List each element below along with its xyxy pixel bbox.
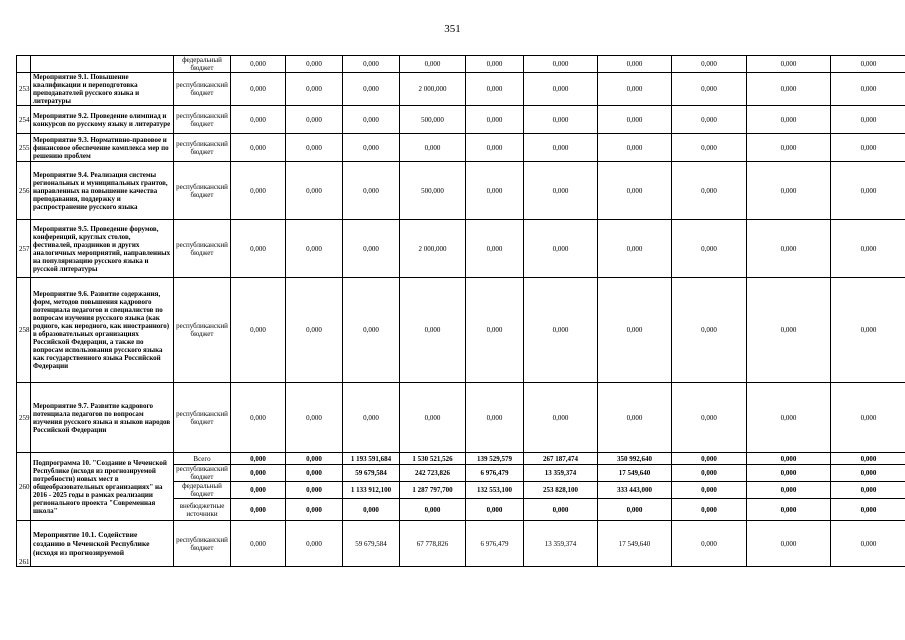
value-cell: 0,000 (231, 521, 286, 567)
row-name: Мероприятие 9.1. Повышение квалификации и переподготовка преподавателей русского языка и литературы (31, 73, 174, 106)
value-cell: 0,000 (747, 499, 831, 521)
value-cell: 6 976,479 (466, 521, 524, 567)
value-cell: 0,000 (400, 383, 466, 453)
value-cell: 0,000 (400, 499, 466, 521)
value-cell: 0,000 (831, 220, 905, 278)
source-cell: Всего (174, 453, 231, 465)
value-cell: 0,000 (747, 453, 831, 465)
value-cell: 0,000 (672, 453, 747, 465)
value-cell: 0,000 (747, 220, 831, 278)
value-cell: 0,000 (286, 56, 343, 73)
value-cell: 0,000 (231, 383, 286, 453)
value-cell: 0,000 (672, 162, 747, 220)
source-cell: республиканский бюджет (174, 162, 231, 220)
value-cell: 0,000 (831, 521, 905, 567)
value-cell: 0,000 (747, 73, 831, 106)
value-cell: 59 679,584 (343, 465, 400, 482)
value-cell: 0,000 (598, 134, 672, 162)
value-cell: 0,000 (747, 465, 831, 482)
value-cell: 0,000 (831, 383, 905, 453)
value-cell: 0,000 (747, 278, 831, 383)
value-cell: 0,000 (286, 453, 343, 465)
source-cell: республиканский бюджет (174, 278, 231, 383)
value-cell: 0,000 (598, 220, 672, 278)
value-cell: 0,000 (524, 278, 598, 383)
row-index: 256 (17, 162, 31, 220)
value-cell: 0,000 (672, 465, 747, 482)
row-index: 254 (17, 106, 31, 134)
source-cell: республиканский бюджет (174, 73, 231, 106)
value-cell: 0,000 (466, 278, 524, 383)
value-cell: 253 828,100 (524, 482, 598, 499)
value-cell: 0,000 (747, 521, 831, 567)
value-cell: 0,000 (343, 220, 400, 278)
value-cell: 1 287 797,700 (400, 482, 466, 499)
value-cell: 0,000 (231, 162, 286, 220)
value-cell: 0,000 (524, 162, 598, 220)
value-cell: 0,000 (672, 73, 747, 106)
row-index: 253 (17, 73, 31, 106)
value-cell: 0,000 (286, 499, 343, 521)
value-cell: 0,000 (831, 465, 905, 482)
table-row (17, 383, 905, 453)
value-cell: 0,000 (747, 134, 831, 162)
value-cell: 6 976,479 (466, 465, 524, 482)
row-index: 258 (17, 278, 31, 383)
value-cell: 0,000 (231, 278, 286, 383)
value-cell: 0,000 (672, 278, 747, 383)
value-cell: 0,000 (672, 482, 747, 499)
value-cell: 13 359,374 (524, 521, 598, 567)
value-cell: 0,000 (524, 499, 598, 521)
value-cell: 0,000 (524, 56, 598, 73)
value-cell: 67 778,826 (400, 521, 466, 567)
source-cell: республиканский бюджет (174, 220, 231, 278)
value-cell: 0,000 (831, 453, 905, 465)
row-index (17, 56, 31, 73)
value-cell: 0,000 (598, 162, 672, 220)
row-index: 260 (17, 453, 31, 521)
value-cell: 0,000 (598, 73, 672, 106)
table-row (17, 56, 905, 73)
value-cell: 0,000 (598, 278, 672, 383)
value-cell: 0,000 (598, 499, 672, 521)
source-cell: республиканский бюджет (174, 106, 231, 134)
value-cell: 0,000 (286, 162, 343, 220)
value-cell: 0,000 (231, 220, 286, 278)
value-cell: 1 133 912,100 (343, 482, 400, 499)
value-cell: 59 679,584 (343, 521, 400, 567)
value-cell: 13 359,374 (524, 465, 598, 482)
value-cell: 0,000 (466, 134, 524, 162)
table-row (17, 278, 905, 383)
value-cell: 0,000 (598, 56, 672, 73)
value-cell: 0,000 (466, 383, 524, 453)
value-cell: 2 000,000 (400, 73, 466, 106)
subprogram-row (17, 453, 905, 465)
value-cell: 0,000 (747, 162, 831, 220)
value-cell: 139 529,579 (466, 453, 524, 465)
value-cell: 0,000 (831, 482, 905, 499)
value-cell: 500,000 (400, 162, 466, 220)
value-cell: 17 549,640 (598, 521, 672, 567)
row-name: Мероприятие 9.3. Нормативно-правовое и финансовое обеспечение комплекса мер по решению проблем (31, 134, 174, 162)
source-cell: федеральный бюджет (174, 56, 231, 73)
value-cell: 0,000 (598, 106, 672, 134)
source-cell: республиканский бюджет (174, 134, 231, 162)
value-cell: 0,000 (343, 278, 400, 383)
value-cell: 0,000 (672, 56, 747, 73)
row-index: 261 (17, 521, 31, 567)
value-cell: 0,000 (343, 134, 400, 162)
budget-table (16, 55, 905, 567)
value-cell: 0,000 (466, 220, 524, 278)
value-cell: 0,000 (466, 106, 524, 134)
value-cell: 0,000 (286, 383, 343, 453)
value-cell: 0,000 (231, 134, 286, 162)
table-row (17, 73, 905, 106)
value-cell: 0,000 (343, 383, 400, 453)
row-name: Подпрограмма 10. "Создание в Чеченской Республике (исходя из прогнозируемой потребности) новых мест в общеобразовательных организациях" на 2016 - 2025 годы в рамках реализации регионального проекта "Современная школа" (31, 453, 174, 521)
table-row (17, 220, 905, 278)
value-cell: 0,000 (343, 106, 400, 134)
value-cell: 0,000 (672, 499, 747, 521)
value-cell: 0,000 (231, 56, 286, 73)
value-cell: 0,000 (524, 220, 598, 278)
value-cell: 350 992,640 (598, 453, 672, 465)
row-name: Мероприятие 9.2. Проведение олимпиад и конкурсов по русскому языку и литературе (31, 106, 174, 134)
value-cell: 1 530 521,526 (400, 453, 466, 465)
value-cell: 0,000 (286, 521, 343, 567)
value-cell: 0,000 (231, 73, 286, 106)
value-cell: 0,000 (286, 106, 343, 134)
source-cell: внебюджетные источники (174, 499, 231, 521)
source-cell: республиканский бюджет (174, 465, 231, 482)
value-cell: 0,000 (286, 465, 343, 482)
source-cell: республиканский бюджет (174, 383, 231, 453)
value-cell: 0,000 (466, 73, 524, 106)
value-cell: 0,000 (598, 383, 672, 453)
value-cell: 0,000 (831, 162, 905, 220)
value-cell: 0,000 (747, 482, 831, 499)
value-cell: 0,000 (747, 106, 831, 134)
value-cell: 0,000 (672, 383, 747, 453)
value-cell: 500,000 (400, 106, 466, 134)
value-cell: 0,000 (672, 106, 747, 134)
table-row (17, 162, 905, 220)
value-cell: 0,000 (231, 482, 286, 499)
value-cell: 0,000 (400, 56, 466, 73)
value-cell: 2 000,000 (400, 220, 466, 278)
value-cell: 0,000 (672, 220, 747, 278)
value-cell: 0,000 (343, 162, 400, 220)
value-cell: 0,000 (466, 162, 524, 220)
value-cell: 0,000 (286, 278, 343, 383)
value-cell: 0,000 (231, 106, 286, 134)
row-index: 257 (17, 220, 31, 278)
value-cell: 0,000 (466, 56, 524, 73)
value-cell: 132 553,100 (466, 482, 524, 499)
value-cell: 0,000 (231, 453, 286, 465)
source-cell: федеральный бюджет (174, 482, 231, 499)
table-row (17, 521, 905, 567)
row-name: Мероприятие 9.7. Развитие кадрового потенциала педагогов по вопросам изучения русского языка и языков народов Российской Федерации (31, 383, 174, 453)
value-cell: 0,000 (286, 134, 343, 162)
value-cell: 0,000 (343, 499, 400, 521)
value-cell: 0,000 (524, 73, 598, 106)
row-name (31, 56, 174, 73)
value-cell: 0,000 (672, 521, 747, 567)
value-cell: 0,000 (231, 465, 286, 482)
value-cell: 0,000 (524, 106, 598, 134)
row-name: Мероприятие 9.4. Реализация системы региональных и муниципальных грантов, направленных на повышение качества преподавания, поддержку и распространение русского языка (31, 162, 174, 220)
value-cell: 0,000 (747, 383, 831, 453)
value-cell: 0,000 (747, 56, 831, 73)
value-cell: 0,000 (672, 134, 747, 162)
value-cell: 1 193 591,684 (343, 453, 400, 465)
row-name: Мероприятие 9.6. Развитие содержания, форм, методов повышения кадрового потенциала педагогов и специалистов по вопросам изучения русского языка (как родного, как неродного, как иностранного) в образовательных организациях Российской Федерации, а также по вопросам использования русского языка как государственного языка Российской Федерации (31, 278, 174, 383)
value-cell: 333 443,000 (598, 482, 672, 499)
value-cell: 0,000 (524, 383, 598, 453)
value-cell: 0,000 (343, 56, 400, 73)
row-name: Мероприятие 10.1. Содействие созданию в Чеченской Республике (исходя из прогнозируемой (31, 521, 174, 567)
table-row (17, 134, 905, 162)
value-cell: 0,000 (400, 278, 466, 383)
source-cell: республиканский бюджет (174, 521, 231, 567)
value-cell: 17 549,640 (598, 465, 672, 482)
value-cell: 0,000 (400, 134, 466, 162)
value-cell: 0,000 (286, 220, 343, 278)
value-cell: 0,000 (831, 73, 905, 106)
page-number: 351 (444, 23, 461, 35)
value-cell: 0,000 (831, 134, 905, 162)
value-cell: 0,000 (286, 482, 343, 499)
value-cell: 267 187,474 (524, 453, 598, 465)
value-cell: 0,000 (831, 499, 905, 521)
value-cell: 242 723,826 (400, 465, 466, 482)
value-cell: 0,000 (831, 278, 905, 383)
value-cell: 0,000 (231, 499, 286, 521)
value-cell: 0,000 (831, 56, 905, 73)
value-cell: 0,000 (343, 73, 400, 106)
value-cell: 0,000 (286, 73, 343, 106)
row-index: 259 (17, 383, 31, 453)
value-cell: 0,000 (524, 134, 598, 162)
table-row (17, 106, 905, 134)
row-index: 255 (17, 134, 31, 162)
row-name: Мероприятие 9.5. Проведение форумов, конференций, круглых столов, фестивалей, праздников и других аналогичных мероприятий, направленных на популяризацию русского языка и русской литературы (31, 220, 174, 278)
value-cell: 0,000 (831, 106, 905, 134)
value-cell: 0,000 (466, 499, 524, 521)
